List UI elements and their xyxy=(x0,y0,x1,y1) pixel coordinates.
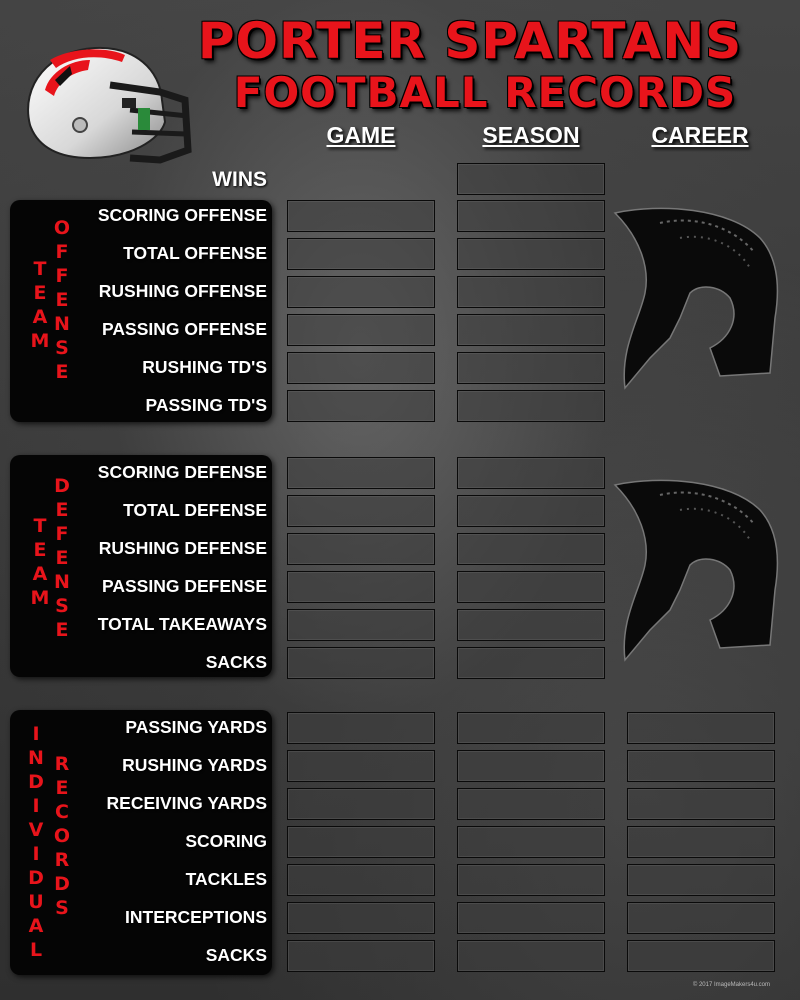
record-box-game[interactable] xyxy=(287,609,435,641)
record-label: RECEIVING YARDS xyxy=(106,793,267,813)
record-label: TOTAL OFFENSE xyxy=(123,243,267,263)
record-box-season[interactable] xyxy=(457,609,605,641)
record-box-career[interactable] xyxy=(627,788,775,820)
side-letter: V xyxy=(28,819,44,841)
side-letter: M xyxy=(30,330,50,352)
side-letter: T xyxy=(33,515,47,537)
side-letter: A xyxy=(28,915,44,937)
side-letter: E xyxy=(33,539,47,561)
side-letter: R xyxy=(54,753,70,775)
record-box-game[interactable] xyxy=(287,314,435,346)
record-label: SCORING DEFENSE xyxy=(97,462,267,482)
record-box-career[interactable] xyxy=(627,902,775,934)
record-box-season[interactable] xyxy=(457,533,605,565)
side-letter: T xyxy=(33,258,47,280)
side-letter: U xyxy=(28,891,44,913)
record-box-game[interactable] xyxy=(287,457,435,489)
side-letter: N xyxy=(54,571,70,593)
record-label: SCORING xyxy=(185,831,267,851)
side-letter: F xyxy=(55,265,69,287)
record-label: INTERCEPTIONS xyxy=(125,907,267,927)
record-box-game[interactable] xyxy=(287,826,435,858)
record-box-season[interactable] xyxy=(457,352,605,384)
record-label: PASSING TD'S xyxy=(145,395,267,415)
column-header-career: CAREER xyxy=(651,122,749,148)
record-box-career[interactable] xyxy=(627,864,775,896)
side-letter: D xyxy=(28,771,44,793)
record-box-career[interactable] xyxy=(627,750,775,782)
side-letter: S xyxy=(55,337,69,359)
record-box-career[interactable] xyxy=(627,712,775,744)
side-letter: F xyxy=(55,523,69,545)
side-letter: E xyxy=(33,282,47,304)
side-letter: L xyxy=(29,939,43,961)
record-box-season[interactable] xyxy=(457,647,605,679)
title-line-2: FOOTBALL RECORDS xyxy=(233,68,737,117)
side-letter: O xyxy=(53,217,71,239)
record-box-game[interactable] xyxy=(287,647,435,679)
record-label: RUSHING OFFENSE xyxy=(98,281,267,301)
record-box-game[interactable] xyxy=(287,571,435,603)
record-label: SCORING OFFENSE xyxy=(97,205,267,225)
record-box-season[interactable] xyxy=(457,390,605,422)
record-box-game[interactable] xyxy=(287,788,435,820)
side-letter: E xyxy=(55,361,69,383)
side-letter: D xyxy=(54,475,70,497)
column-header-game: GAME xyxy=(326,122,396,148)
record-label: SACKS xyxy=(205,945,267,965)
record-box-season[interactable] xyxy=(457,788,605,820)
side-letter: E xyxy=(55,777,69,799)
record-box-season[interactable] xyxy=(457,314,605,346)
side-letter: S xyxy=(55,897,69,919)
record-box-career[interactable] xyxy=(627,826,775,858)
column-header-season: SEASON xyxy=(482,122,580,148)
side-letter: R xyxy=(54,849,70,871)
record-box-game[interactable] xyxy=(287,750,435,782)
record-box-season[interactable] xyxy=(457,495,605,527)
record-box-game[interactable] xyxy=(287,352,435,384)
record-box-game[interactable] xyxy=(287,940,435,972)
side-letter: F xyxy=(55,241,69,263)
record-label: RUSHING YARDS xyxy=(122,755,267,775)
record-box-season[interactable] xyxy=(457,940,605,972)
record-box-season[interactable] xyxy=(457,750,605,782)
football-helmet-icon xyxy=(10,30,200,170)
side-letter: E xyxy=(55,499,69,521)
side-letter: N xyxy=(54,313,70,335)
record-box-game[interactable] xyxy=(287,390,435,422)
side-letter: S xyxy=(55,595,69,617)
wins-label: WINS xyxy=(212,168,267,191)
record-label: RUSHING DEFENSE xyxy=(98,538,267,558)
side-letter: M xyxy=(30,587,50,609)
side-letter: D xyxy=(54,873,70,895)
record-box-career[interactable] xyxy=(627,940,775,972)
record-box-game[interactable] xyxy=(287,276,435,308)
side-letter: A xyxy=(32,306,48,328)
record-box-season[interactable] xyxy=(457,864,605,896)
record-box-season[interactable] xyxy=(457,826,605,858)
record-box-game[interactable] xyxy=(287,533,435,565)
side-letter: A xyxy=(32,563,48,585)
record-box-season[interactable] xyxy=(457,902,605,934)
record-box-game[interactable] xyxy=(287,495,435,527)
side-word-offense xyxy=(50,216,74,384)
record-box-season[interactable] xyxy=(457,712,605,744)
side-letter: O xyxy=(53,825,71,847)
side-letter: E xyxy=(55,547,69,569)
side-letter: C xyxy=(55,801,69,823)
side-letter: N xyxy=(28,747,44,769)
copyright-footer: © 2017 ImageMakers4u.com xyxy=(692,982,770,988)
record-box-game[interactable] xyxy=(287,712,435,744)
record-label: RUSHING TD'S xyxy=(142,357,267,377)
record-box-season[interactable] xyxy=(457,200,605,232)
wins-season-box[interactable] xyxy=(457,163,605,195)
side-letter: I xyxy=(32,843,40,865)
side-word-individual xyxy=(24,722,48,962)
record-label: TOTAL DEFENSE xyxy=(123,500,267,520)
side-letter: I xyxy=(32,795,40,817)
side-letter: D xyxy=(28,867,44,889)
record-box-game[interactable] xyxy=(287,902,435,934)
record-label: SACKS xyxy=(205,652,267,672)
record-box-game[interactable] xyxy=(287,864,435,896)
record-box-game[interactable] xyxy=(287,200,435,232)
record-box-game[interactable] xyxy=(287,238,435,270)
side-word-records xyxy=(50,752,74,920)
record-label: TACKLES xyxy=(185,869,267,889)
spartan-helmet-icon xyxy=(610,470,780,670)
side-letter: E xyxy=(55,619,69,641)
record-label: PASSING YARDS xyxy=(125,717,267,737)
record-box-season[interactable] xyxy=(457,276,605,308)
side-letter: E xyxy=(55,289,69,311)
side-word-defense xyxy=(50,474,74,642)
record-label: TOTAL TAKEAWAYS xyxy=(97,614,267,634)
side-word-team-defense xyxy=(28,514,52,610)
record-box-season[interactable] xyxy=(457,571,605,603)
record-box-season[interactable] xyxy=(457,457,605,489)
record-label: PASSING OFFENSE xyxy=(102,319,267,339)
record-label: PASSING DEFENSE xyxy=(102,576,267,596)
title-line-1: PORTER SPARTANS xyxy=(197,12,743,70)
record-box-season[interactable] xyxy=(457,238,605,270)
side-letter: I xyxy=(32,723,40,745)
spartan-helmet-icon xyxy=(610,198,780,398)
side-word-team-offense xyxy=(28,257,52,353)
